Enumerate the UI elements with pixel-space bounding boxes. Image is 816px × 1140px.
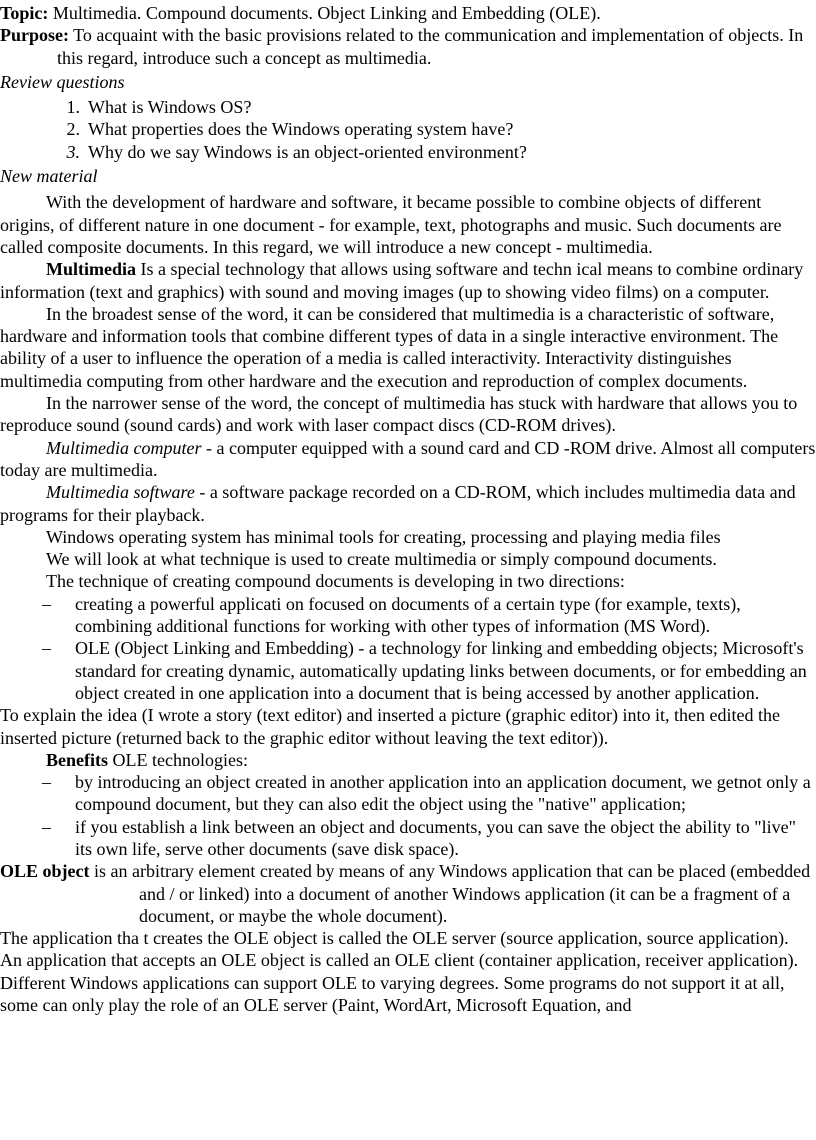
term: Multimedia <box>46 259 136 280</box>
dash-marker: – <box>42 816 51 837</box>
dash-item <box>0 593 816 638</box>
paragraph: The technique of creating compound documents is developing in two directions: <box>46 571 625 592</box>
paragraph <box>0 481 816 526</box>
paragraph <box>0 749 816 771</box>
term: Multimedia software <box>46 482 195 503</box>
dash-text: creating a powerful applicati on focused on documents of a certain type (for example, texts), combining additional functions for working with other types of information (MS Word). <box>75 593 741 637</box>
term: Benefits <box>46 749 108 770</box>
paragraph <box>0 437 816 482</box>
purpose-line <box>0 24 816 69</box>
review-heading: Review questions <box>0 71 125 92</box>
paragraph: The application tha t creates the OLE object is called the OLE server (source application, source application). <box>0 928 789 949</box>
term: Multimedia computer <box>46 437 202 458</box>
topic-label: Topic: <box>0 3 49 23</box>
list-text: What is Windows OS? <box>88 97 252 118</box>
topic-text: Multimedia. Compound documents. Object Linking and Embedding (OLE). <box>48 3 601 23</box>
paragraph: With the development of hardware and software, it became possible to combine objects of different origins, of different nature in one document - for example, text, photographs and music. Such documents are called composite documents. In this regard, we will introduce a new concept - multimedia. <box>0 192 782 257</box>
dash-text: by introducing an object created in another application into an application document, we getnot only a compound document, but they can also edit the object using the "native" application; <box>75 772 811 815</box>
list-number: 1. <box>66 97 80 118</box>
paragraph-text: - a software package recorded on a CD-ROM, which includes multimedia data and programs for their playback. <box>0 482 796 525</box>
paragraph: In the narrower sense of the word, the concept of multimedia has stuck with hardware that allows you to reproduce sound (sound cards) and work with laser compact discs (CD-ROM drives). <box>0 393 798 436</box>
list-item <box>0 96 816 118</box>
paragraph-text: - a computer equipped with a sound card and CD -ROM drive. Almost all computers today are multimedia. <box>0 437 816 480</box>
paragraph: Windows operating system has minimal tools for creating, processing and playing media files <box>46 526 721 547</box>
document-page <box>0 2 816 1016</box>
list-text: Why do we say Windows is an object-oriented environment? <box>88 141 527 162</box>
paragraph: We will look at what technique is used to create multimedia or simply compound documents. <box>46 549 717 570</box>
purpose-text: To acquaint with the basic provisions related to the communication and implementation of objects. In this regard, introduce such a concept as multimedia. <box>57 25 804 68</box>
review-list <box>0 96 816 163</box>
list-item <box>0 118 816 140</box>
dash-item <box>0 816 816 861</box>
dash-text: OLE (Object Linking and Embedding) - a technology for linking and embedding objects; Microsoft's standard for creating dynamic, automatically updating links between documents, or for embedding an object created in one application into a document that is being accessed by another application. <box>75 638 807 703</box>
list-item <box>0 141 816 163</box>
dash-item <box>0 637 816 704</box>
paragraph: In the broadest sense of the word, it can be considered that multimedia is a characteristic of software, hardware and information tools that combine different types of data in a single interactive environment. The ability of a user to influence the operation of a media is called interactivity. Interactivity distinguishes multimedia computing from other hardware and the execution and reproduction of complex documents. <box>0 303 779 391</box>
dash-item <box>0 771 816 816</box>
purpose-label: Purpose: <box>0 25 69 46</box>
list-number: 2. <box>66 119 80 140</box>
new-material-heading: New material <box>0 166 98 187</box>
list-text: What properties does the Windows operating system have? <box>88 119 514 140</box>
list-number: 3. <box>66 141 80 162</box>
dash-text: if you establish a link between an object and documents, you can save the object the ability to "live" its own life, serve other documents (save disk space). <box>75 816 796 859</box>
paragraph-text: Is a special technology that allows using software and techn ical means to combine ordinary information (text and graphics) with sound and moving images (up to showing video films) on a computer. <box>0 259 804 302</box>
paragraph-text: OLE technologies: <box>108 749 248 770</box>
dash-marker: – <box>42 638 51 659</box>
paragraph: An application that accepts an OLE object is called an OLE client (container application, receiver application). <box>0 950 799 971</box>
term: OLE object <box>0 861 90 882</box>
topic-line <box>0 2 816 24</box>
paragraph-text: is an arbitrary element created by means of any Windows application that can be placed (embedded and / or linked) into a document of another Windows application (it can be a fragment of a document, or maybe the whole document). <box>89 861 811 926</box>
paragraph: To explain the idea (I wrote a story (text editor) and inserted a picture (graphic editor) into it, then edited the inserted picture (returned back to the graphic editor without leaving the text editor)). <box>0 705 780 748</box>
paragraph: Different Windows applications can support OLE to varying degrees. Some programs do not support it at all, some can only play the role of an OLE server (Paint, WordArt, Microsoft Equation, and <box>0 972 785 1016</box>
dash-marker: – <box>42 593 51 614</box>
dash-marker: – <box>42 772 51 793</box>
ole-definition <box>0 860 816 927</box>
paragraph <box>0 258 816 303</box>
